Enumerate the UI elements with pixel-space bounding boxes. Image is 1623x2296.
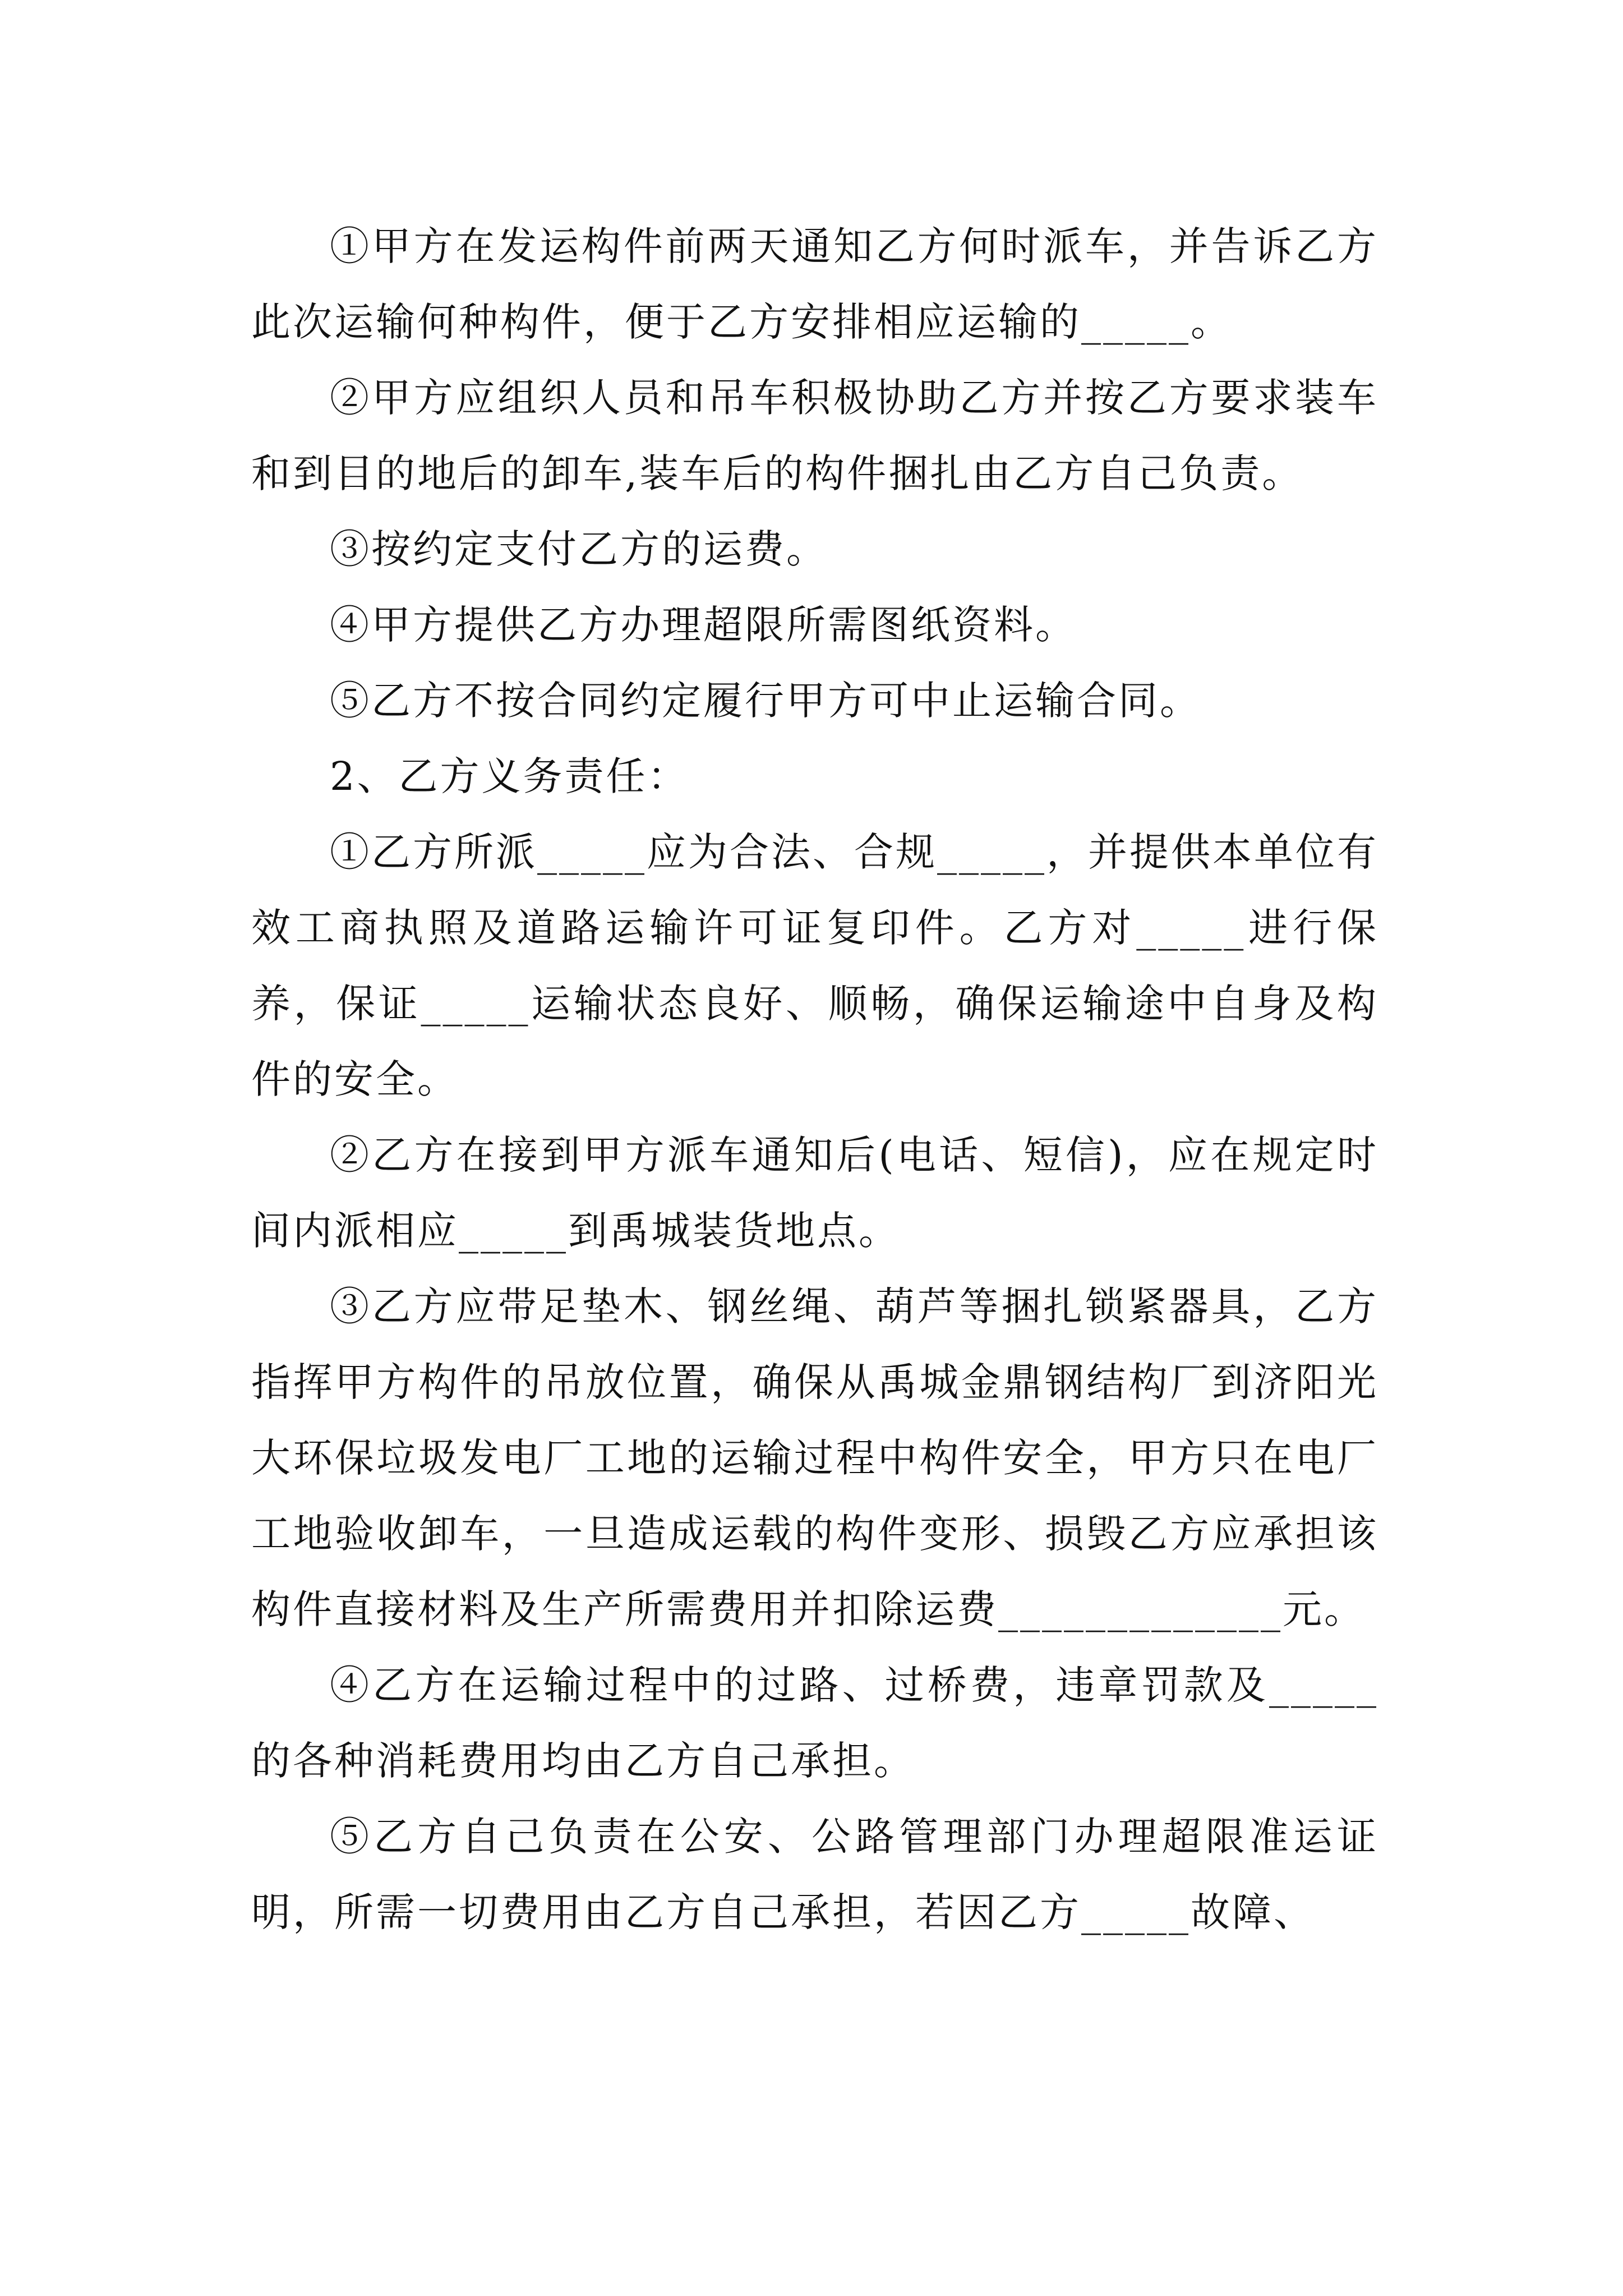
paragraph-party-b-fees: ④乙方在运输过程中的过路、过桥费，违章罚款及_____的各种消耗费用均由乙方自己承担。 <box>251 1662 1378 1784</box>
paragraph-party-b-safety: ③乙方应带足垫木、钢丝绳、葫芦等捆扎锁紧器具，乙方指挥甲方构件的吊放位置，确保从禹城金鼎钢结构厂到济阳光大环保垃圾发电厂工地的运输过程中构件安全，甲方只在电厂工地验收卸车，一旦造成运载的构件变形、损毁乙方应承担该构件直接材料及生产所需费用并扣除运费_____________元。 <box>251 1283 1378 1632</box>
section-heading-party-b-duties: 2、乙方义务责任： <box>330 753 689 799</box>
paragraph-party-a-notify: ①甲方在发运构件前两天通知乙方何时派车，并告诉乙方此次运输何种构件，便于乙方安排相应运输的_____。 <box>251 223 1378 345</box>
paragraph-party-a-terminate: ⑤乙方不按合同约定履行甲方可中止运输合同。 <box>330 678 1201 724</box>
paragraph-party-a-payment: ③按约定支付乙方的运费。 <box>330 526 828 572</box>
paragraph-party-b-permits: ⑤乙方自己负责在公安、公路管理部门办理超限准运证明，所需一切费用由乙方自己承担，若因乙方_____故障、 <box>251 1814 1378 1935</box>
paragraph-party-a-drawings: ④甲方提供乙方办理超限所需图纸资料。 <box>330 602 1077 648</box>
paragraph-party-b-vehicles: ①乙方所派_____应为合法、合规_____，并提供本单位有效工商执照及道路运输许可证复印件。乙方对_____进行保养，保证_____运输状态良好、顺畅，确保运输途中自身及构件的安全。 <box>251 829 1378 1102</box>
paragraph-party-b-dispatch: ②乙方在接到甲方派车通知后(电话、短信)，应在规定时间内派相应_____到禹城装货地点。 <box>251 1132 1378 1254</box>
paragraph-party-a-loading: ②甲方应组织人员和吊车积极协助乙方并按乙方要求装车和到目的地后的卸车,装车后的构件捆扎由乙方自己负责。 <box>251 375 1378 496</box>
document-body <box>251 209 1378 1950</box>
